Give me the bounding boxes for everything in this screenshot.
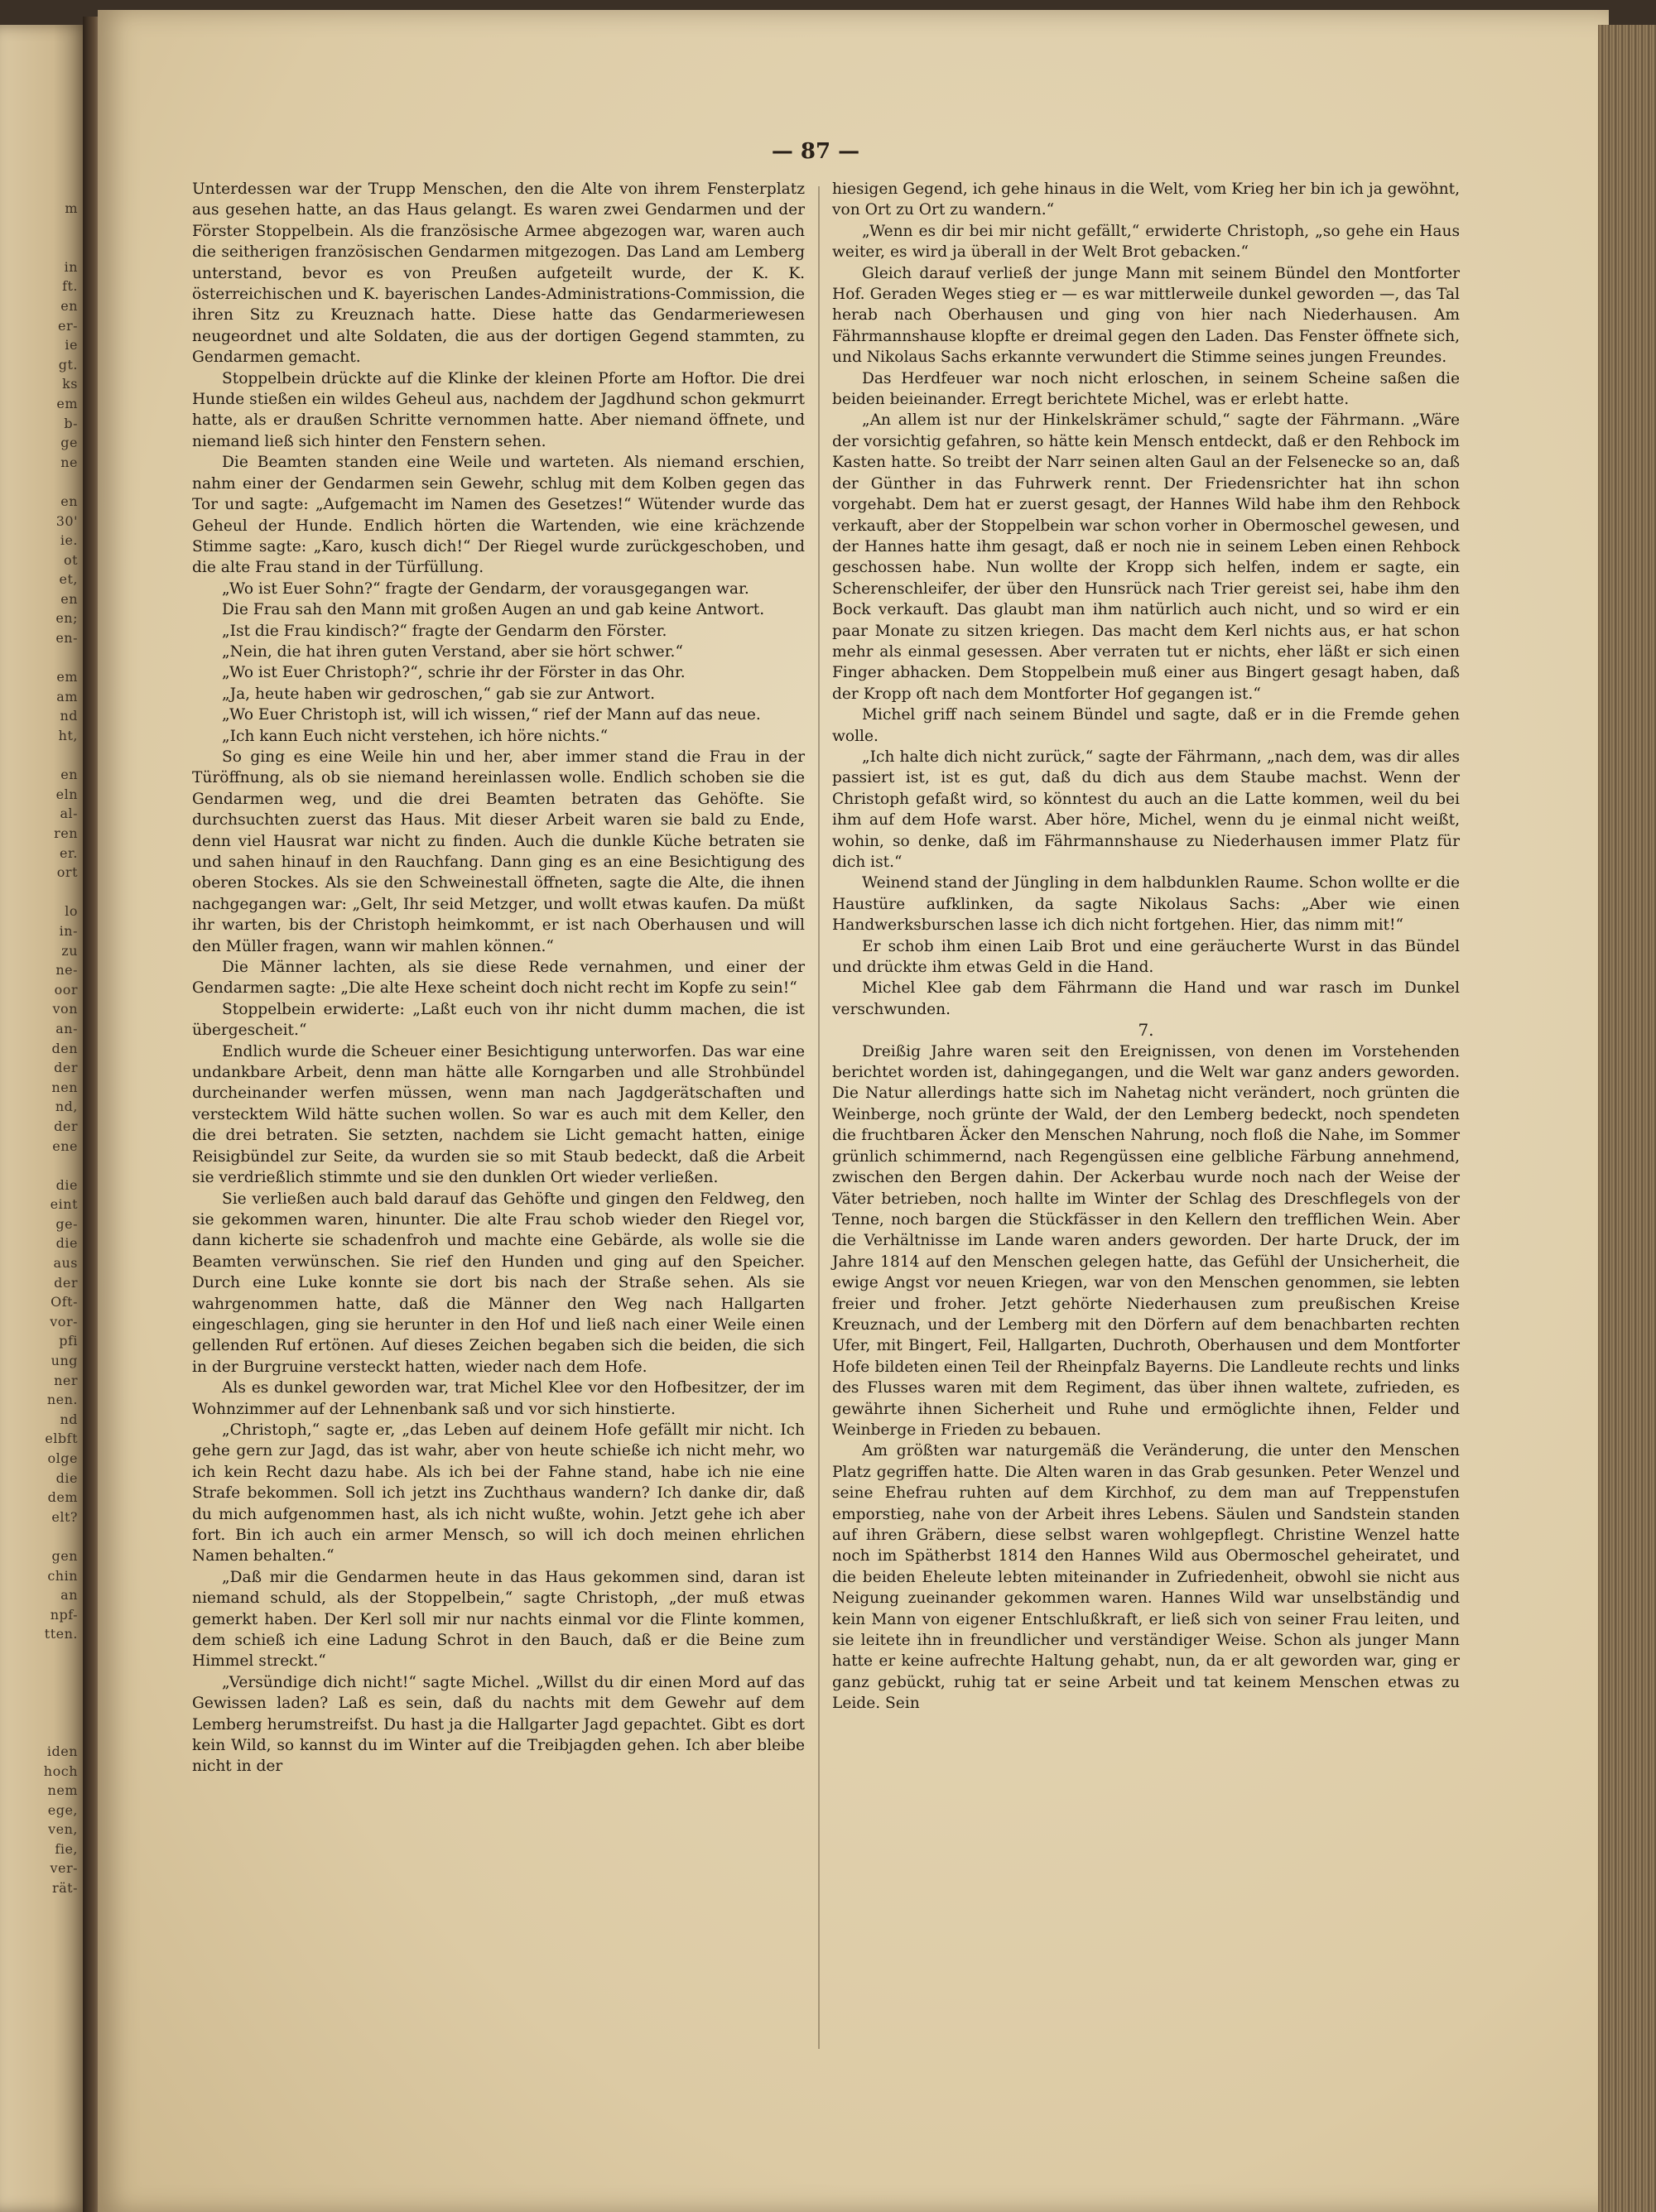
left-page-fragment: ge	[60, 435, 78, 451]
left-page-fragment: oor	[54, 981, 78, 998]
left-page-fragment: ege,	[47, 1801, 78, 1818]
left-page-fragment: ie.	[60, 532, 78, 549]
left-page-fragment: ner	[54, 1372, 78, 1388]
left-page-fragment: ge-	[55, 1215, 78, 1232]
left-page-fragment: aus	[53, 1255, 78, 1272]
page-number: — 87 —	[771, 139, 860, 164]
left-page-fragment: gt.	[58, 356, 78, 373]
paragraph: „Versündige dich nicht!“ sagte Michel. „Willst du dir einen Mord auf das Gewissen laden? Laß es sein, daß du nachts mit dem Gewehr auf dem Lemberg herumstreifst. Du hast ja die Hallgarter Jagd gepachtet. Gibt es dort kein Wild, so kannst du im Winter auf die Treibjagden gehen. Ich aber bleibe nicht in der	[192, 1673, 805, 1776]
paragraph: „An allem ist nur der Hinkelskrämer schuld,“ sagte der Fährmann. „Wäre der vorsichtig gefahren, so hätte kein Mensch entdeckt, daß er den Rehbock im Kasten hatte. So treibt der Narr seinen alten Gaul an der Felsenecke so an, daß der Günther in das Fuhrwerk rennt. Der Friedensrichter hat ihn schon vorgehabt. Dem hat er zuerst gesagt, der Hannes Wild habe ihm den Rehbock verkauft, aber der Stoppelbein war schon vorher in Obermoschel gewesen, und der Hannes hatte ihm gesagt, daß er noch nie in seinem Leben einen Rehbock geschossen habe. Nun wollte der Kropp sich helfen, indem er sagte, ein Scherenschleifer, der über den Hunsrück nach Trier gereist sei, habe ihm den Bock verkauft. Das glaubt man ihm natürlich auch nicht, und so wird er ein paar Monate zu sitzen kriegen. Das macht dem Kerl nichts aus, er hat schon mehr als einmal gesessen. Aber verraten tut er nichts, eher läßt er sich einen Finger abhacken. Dem Stoppelbein muß einer aus Bingert gesagt haben, daß der Kropp oft nach dem Montforter Hof gegangen ist.“	[832, 411, 1460, 703]
left-page-fragment: eint	[50, 1196, 78, 1213]
left-page-fragment: ver-	[50, 1860, 78, 1877]
paragraph: Er schob ihm einen Laib Brot und eine geräucherte Wurst in das Bündel und drückte ihm etwas Geld in die Hand.	[832, 937, 1460, 977]
left-page-fragment: nen.	[46, 1392, 78, 1408]
left-page-text-fragments	[0, 199, 83, 1896]
left-page-fragment: von	[52, 1001, 78, 1017]
left-page-fragment: ne-	[55, 962, 78, 979]
left-page-fragment: pfi	[59, 1333, 78, 1349]
paragraph: Gleich darauf verließ der junge Mann mit seinem Bündel den Montforter Hof. Geraden Weges stieg er — es war mittlerweile dunkel geworden —, das Tal herab nach Oberhausen und ging von hier nach Niederhausen. Am Fährmannshause klopfte er dreimal gegen den Laden. Das Fenster öffnete sich, und Nikolaus Sachs erkannte verwundert die Stimme seines jungen Freundes.	[832, 264, 1460, 367]
left-page-fragment: al-	[60, 805, 78, 822]
left-page-fragment: am	[56, 688, 78, 704]
left-page-fragment: der	[54, 1060, 78, 1076]
left-text-column	[192, 179, 805, 1777]
left-page-fragment: npf-	[50, 1606, 78, 1623]
left-page-fragment: en	[60, 493, 78, 509]
left-page-fragment: ung	[51, 1353, 78, 1369]
left-page-fragment: olge	[47, 1450, 78, 1466]
left-page-fragment: eln	[55, 786, 78, 802]
paragraph: Am größten war naturgemäß die Veränderung, die unter den Menschen Platz gegriffen hatte. Die Alten waren in das Grab gesunken. Peter Wenzel und seine Ehefrau ruhten auf dem Kirchhof, zu dem man auf Treppenstufen emporstieg, nahe von der Arbeit ihres Lebens. Säulen und Sandstein standen auf ihren Gräbern, diese selbst waren wohlgepflegt. Christine Wenzel hatte noch im Spätherbst 1814 den Hannes Wild aus Obermoschel geheiratet, und die beiden Eheleute lebten miteinander in Zufriedenheit, obwohl sie nicht aus Neigung zueinander gekommen waren. Hannes Wild war unselbständig und kein Mann von eigener Entschlußkraft, er ließ sich von seiner Frau leiten, und sie leitete ihn in freundlicher und verständiger Weise. Schon als junger Mann hatte er keine aufrechte Haltung gehabt, nun, da er alt geworden war, ging er ganz gebückt, ruhig tat er seine Arbeit und tat keinem Menschen etwas zu Leide. Sein	[832, 1442, 1460, 1713]
left-page-fragment	[0, 238, 83, 257]
left-page-fragment: die	[55, 1235, 78, 1252]
paragraph: Weinend stand der Jüngling in dem halbdunklen Raume. Schon wollte er die Haustüre aufklinken, da sagte Nikolaus Sachs: „Aber wie einen Handwerksburschen lasse ich dich nicht fortgehen. Hier, das nimm mit!“	[832, 874, 1460, 935]
left-page-fragment	[0, 219, 83, 238]
left-page-fragment	[0, 1722, 83, 1742]
left-page-fragment: ven,	[48, 1821, 78, 1838]
left-page-fragment: iden	[46, 1743, 78, 1759]
left-page-fragment: den	[51, 1040, 78, 1056]
left-page-fragment: chin	[47, 1567, 78, 1584]
paragraph: „Christoph,“ sagte er, „das Leben auf deinem Hofe gefällt mir nicht. Ich gehe gern zur Jagd, das ist wahr, aber von heute schieße ich nicht mehr, wo ich kein Recht dazu habe. Als ich bei der Fahne stand, habe ich nie eine Strafe bekommen. Soll ich jetzt ins Zuchthaus wandern? Ich danke dir, daß du mich aufgenommen hast, als ich nicht wußte, wohin. Jetzt gehe ich aber fort. Bin ich auch ein armer Mensch, so will ich doch meinen ehrlichen Namen behalten.“	[192, 1421, 805, 1565]
paragraph: So ging es eine Weile hin und her, aber immer stand die Frau in der Türöffnung, als ob sie niemand hereinlassen wolle. Endlich schoben sie die Gendarmen weg, und die drei Beamten betraten das Gehöfte. Sie durchsuchten zuerst das Haus. Mit dieser Arbeit waren sie bald zu Ende, denn viel Hausrat war nicht zu finden. Auch die dunkle Küche betraten sie und sahen hinauf in den Rauchfang. Dann ging es an eine Besichtigung des oberen Stockes. Als sie den Schweinestall öffneten, sagte die Alte, die ihnen nachgegangen war: „Gelt, Ihr seid Metzger, und wollt etwas kaufen. Da müßt ihr warten, bis der Christoph heimkommt, er ist nach Oberhausen und will den Müller fragen, wann wir mahlen können.“	[192, 748, 805, 955]
left-page-fragment: nd	[60, 1411, 78, 1427]
left-page-fragment: an	[60, 1587, 78, 1604]
left-page-fragment: ot	[63, 551, 78, 568]
left-page-fragment	[0, 1683, 83, 1703]
paragraph: Als es dunkel geworden war, trat Michel Klee vor den Hofbesitzer, der im Wohnzimmer auf der Lehnenbank saß und vor sich hinstierte.	[192, 1379, 805, 1418]
left-page-fragment: 30'	[55, 512, 78, 529]
paragraph: Michel Klee gab dem Fährmann die Hand und war rasch im Dunkel verschwunden.	[832, 979, 1460, 1018]
paragraph: Endlich wurde die Scheuer einer Besichtigung unterworfen. Das war eine undankbare Arbeit, denn man hätte alle Korngarben und alle Strohbündel durcheinander werfen müssen, wenn man nach Jagdgerätschaften und verstecktem Wild hätte suchen wollen. So war es auch mit dem Keller, den die drei betraten. Sie setzten, nachdem sie Licht gemacht hatten, einige Reisigbündel zur Seite, da wurden sie so mit Staub bedeckt, daß die Arbeit sie verdrießlich stimmte und sie den dunklen Ort wieder verließen.	[192, 1042, 805, 1187]
book-page-edges	[1598, 25, 1656, 2212]
left-page-fragment: in-	[59, 922, 78, 939]
paragraph: Stoppelbein drückte auf die Klinke der kleinen Pforte am Hoftor. Die drei Hunde stießen ein wildes Geheul aus, nachdem der Jagdhund schon gekmurrt hatte, als er draußen Schritte vernommen hatte. Aber niemand öffnete, und niemand ließ sich hinter den Fenstern sehen.	[192, 369, 805, 450]
paragraph: „Ist die Frau kindisch?“ fragte der Gendarm den Förster.	[222, 622, 667, 640]
left-page-fragment: der	[54, 1274, 78, 1291]
paragraph: Unterdessen war der Trupp Menschen, den die Alte von ihrem Fensterplatz aus gesehen hatte, an das Haus gelangt. Es waren zwei Gendarmen und der Förster Stoppelbein. Als die französische Armee abgezogen war, waren auch die seitherigen französischen Gendarmen mitgezogen. Das Land am Lemberg unterstand, bevor es von Preußen aufgeteilt wurde, der K. K. österreichischen und K. bayerischen Landes-Administrations-Commission, die ihren Sitz zu Kreuznach hatte. Diese hatte das Gendarmeriewesen neugeordnet und alte Soldaten, die aus der dortigen Gegend stammten, zu Gendarmen gemacht.	[192, 180, 805, 367]
paragraph: Die Frau sah den Mann mit großen Augen an und gab keine Antwort.	[222, 601, 765, 619]
left-page-fragment: tten.	[44, 1626, 78, 1642]
left-page-fragment: lo	[65, 903, 78, 920]
left-page-fragment: ht,	[58, 728, 78, 744]
paragraph: „Wo ist Euer Christoph?“, schrie ihr der Förster in das Ohr.	[222, 664, 686, 682]
left-page-fragment: en-	[55, 630, 78, 647]
left-page-fragment: et,	[59, 571, 78, 588]
left-page-fragment: en	[60, 590, 78, 607]
paragraph: Die Beamten standen eine Weile und warteten. Als niemand erschien, nahm einer der Gendarmen sein Gewehr, schlug mit dem Kolben gegen das Tor und sagte: „Aufgemacht im Namen des Gesetzes!“ Wütender wurde das Geheul der Hunde. Endlich hörten die Wartenden, wie eine krächzende Stimme sagte: „Karo, kusch dich!“ Der Riegel wurde zurückgeschoben, und die alte Frau stand in der Türfüllung.	[192, 454, 805, 577]
left-page-fragment: elt?	[51, 1508, 78, 1525]
left-page-fragment: Oft-	[51, 1294, 78, 1310]
paragraph: Michel griff nach seinem Bündel und sagte, daß er in die Fremde gehen wolle.	[832, 706, 1460, 745]
paragraph: „Wo Euer Christoph ist, will ich wissen,“ rief der Mann auf das neue.	[222, 706, 761, 724]
paragraph: Die Männer lachten, als sie diese Rede vernahmen, und einer der Gendarmen sagte: „Die alte Hexe scheint doch nicht recht im Kopfe zu sein!“	[192, 959, 805, 998]
left-page-fragment: er-	[57, 317, 78, 334]
left-page-fragment: ie	[65, 337, 78, 353]
left-page-fragment	[0, 746, 83, 766]
left-page-fragment: en	[60, 297, 78, 314]
left-page-fragment: nd	[60, 708, 78, 724]
left-page-fragment: er.	[60, 844, 78, 861]
left-page-fragment: ks	[62, 376, 78, 392]
left-page-fragment: die	[55, 1469, 78, 1486]
left-page-fragment: en	[60, 767, 78, 783]
section-number: 7.	[1138, 1020, 1154, 1041]
left-page-fragment: hoch	[43, 1762, 78, 1779]
left-page-fragment: en;	[55, 610, 78, 627]
left-page-fragment: an-	[55, 1020, 78, 1036]
column-divider	[818, 186, 820, 2049]
paragraph: „Wenn es dir bei mir nicht gefällt,“ erwiderte Christoph, „so gehe ein Haus weiter, es wird ja überall in der Welt Brot gebacken.“	[832, 222, 1460, 262]
left-page-fragment: fie,	[55, 1840, 78, 1857]
left-page-fragment	[0, 1703, 83, 1723]
left-page-fragment: ren	[54, 825, 78, 841]
left-page-fragment: elbft	[45, 1431, 78, 1447]
left-page-fragment: m	[65, 200, 78, 216]
right-text-column	[832, 179, 1460, 1714]
left-page-fragment	[0, 882, 83, 902]
paragraph: Dreißig Jahre waren seit den Ereignissen, von denen im Vorstehenden berichtet worden ist, dahingegangen, und die Welt war ganz anders geworden. Die Natur allerdings hatte sich im Nahetag nicht verändert, noch grünten die Weinberge, noch grünte der Wald, der den Lemberg bedeckt, noch spendeten die fruchtbaren Äcker den Menschen Nahrung, noch floß die Nahe, im Sommer grünlich schimmernd, nach Regengüssen eine gelbliche Färbung annehmend, zwischen den Bergen dahin. Der Ackerbau wurde noch nach der Weise der Väter betrieben, noch hallte im Winter der Schlag des Dreschflegels von der Tenne, noch bargen die Stückfässer in den Kellern den trefflichen Wein. Aber die Verhältnisse im Lande waren anders geworden. Der harte Druck, der im Jahre 1814 auf den Menschen gelegen hatte, das Gefühl der Unsicherheit, die ewige Angst vor neuen Kriegen, war von den Menschen genommen, sie lebten freier und froher. Jetzt gehörte Niederhausen zum preußischen Kreise Kreuznach, und der Lemberg mit den Dörfern auf dem benachbarten rechten Ufer, mit Bingert, Feil, Hallgarten, Duchroth, Oberhausen und dem Montforter Hofe bildeten einen Teil der Rheinpfalz Bayerns. Die Landleute rechts und links des Flusses waren mit dem Regiment, das über ihnen waltete, zufrieden, es gewährte ihnen Sicherheit und Ruhe und ermöglichte ihnen, Felder und Weinberge in Frieden zu bebauen.	[832, 1042, 1460, 1439]
paragraph: „Ich kann Euch nicht verstehen, ich höre nichts.“	[222, 727, 609, 745]
left-page-fragment: nem	[47, 1782, 78, 1799]
paragraph: „Daß mir die Gendarmen heute in das Haus gekommen sind, daran ist niemand schuld, als der Stoppelbein,“ sagte Christoph, „der muß etwas gemerkt haben. Der Kerl soll mir nur nachts einmal vor die Flinte kommen, dem schieß ich eine Ladung Schrot in den Bauch, daß er die Beine zum Himmel streckt.“	[192, 1568, 805, 1671]
paragraph: „Ich halte dich nicht zurück,“ sagte der Fährmann, „nach dem, was dir alles passiert ist, ist es gut, daß du dich aus dem Staube machst. Wenn der Christoph gefaßt wird, so könntest du auch an die Latte kommen, weil du bei ihm auf dem Hofe warst. Aber höre, Michel, wenn du je einmal nicht weißt, wohin, so denke, daß im Fährmannshause zu Niederhausen immer Platz für dich ist.“	[832, 748, 1460, 871]
left-page-fragment: die	[55, 1176, 78, 1193]
left-page-fragment	[0, 1644, 83, 1664]
paragraph: Das Herdfeuer war noch nicht erloschen, in seinem Scheine saßen die beiden beieinander. Erregt berichtete Michel, was er erlebt hatte.	[832, 369, 1460, 409]
left-page-fragment	[0, 472, 83, 492]
left-page-fragment: ene	[52, 1137, 78, 1154]
left-page-fragment: ft.	[62, 278, 78, 295]
paragraph: Sie verließen auch bald darauf das Gehöfte und gingen den Feldweg, den sie gekommen waren, hinunter. Die alte Frau schob wieder den Riegel vor, dann kicherte sie schadenfroh und machte eine Gebärde, als wolle sie die Beamten verwünschen. Sie rief den Hunden und ging auf den Speicher. Durch eine Luke konnte sie dort bis nach der Straße sehen. Als sie wahrgenommen hatte, daß die Männer den Weg nach Hallgarten eingeschlagen, ging sie herunter in den Hof und ließ nach einer Weile einen gellenden Ruf ertönen. Auf dieses Zeichen begaben sich die beiden, die sich in der Burgruine versteckt hatten, wieder nach dem Hofe.	[192, 1190, 805, 1376]
left-page-fragment: ne	[60, 454, 78, 470]
paragraph: Stoppelbein erwiderte: „Laßt euch von ihr nicht dumm machen, die ist übergescheit.“	[192, 1000, 805, 1040]
left-page-fragment	[0, 1156, 83, 1176]
left-page-fragment: der	[54, 1118, 78, 1134]
left-page-fragment: vor-	[50, 1313, 78, 1330]
left-page-fragment: dem	[47, 1489, 78, 1506]
left-page-fragment: em	[56, 395, 78, 411]
paragraph: „Nein, die hat ihren guten Verstand, aber sie hört schwer.“	[222, 642, 683, 661]
left-page-fragment: gen	[51, 1547, 78, 1564]
paragraph: „Wo ist Euer Sohn?“ fragte der Gendarm, der vorausgegangen war.	[222, 579, 749, 598]
left-page-fragment	[0, 648, 83, 668]
left-page-fragment	[0, 1664, 83, 1684]
left-page-fragment: b-	[64, 415, 78, 431]
left-page-edge	[0, 25, 89, 2212]
left-page-fragment: em	[56, 669, 78, 685]
left-page-fragment: zu	[61, 942, 78, 959]
left-page-fragment	[0, 1527, 83, 1546]
left-page-fragment: rät-	[51, 1880, 78, 1897]
paragraph: „Ja, heute haben wir gedroschen,“ gab sie zur Antwort.	[222, 685, 656, 703]
left-page-fragment: nd,	[55, 1099, 78, 1115]
left-page-fragment: ort	[56, 864, 78, 881]
left-page-fragment: in	[64, 258, 78, 275]
paragraph: hiesigen Gegend, ich gehe hinaus in die Welt, vom Krieg her bin ich ja gewöhnt, von Ort zu Ort zu wandern.“	[832, 180, 1460, 219]
left-page-fragment: nen	[51, 1079, 78, 1095]
